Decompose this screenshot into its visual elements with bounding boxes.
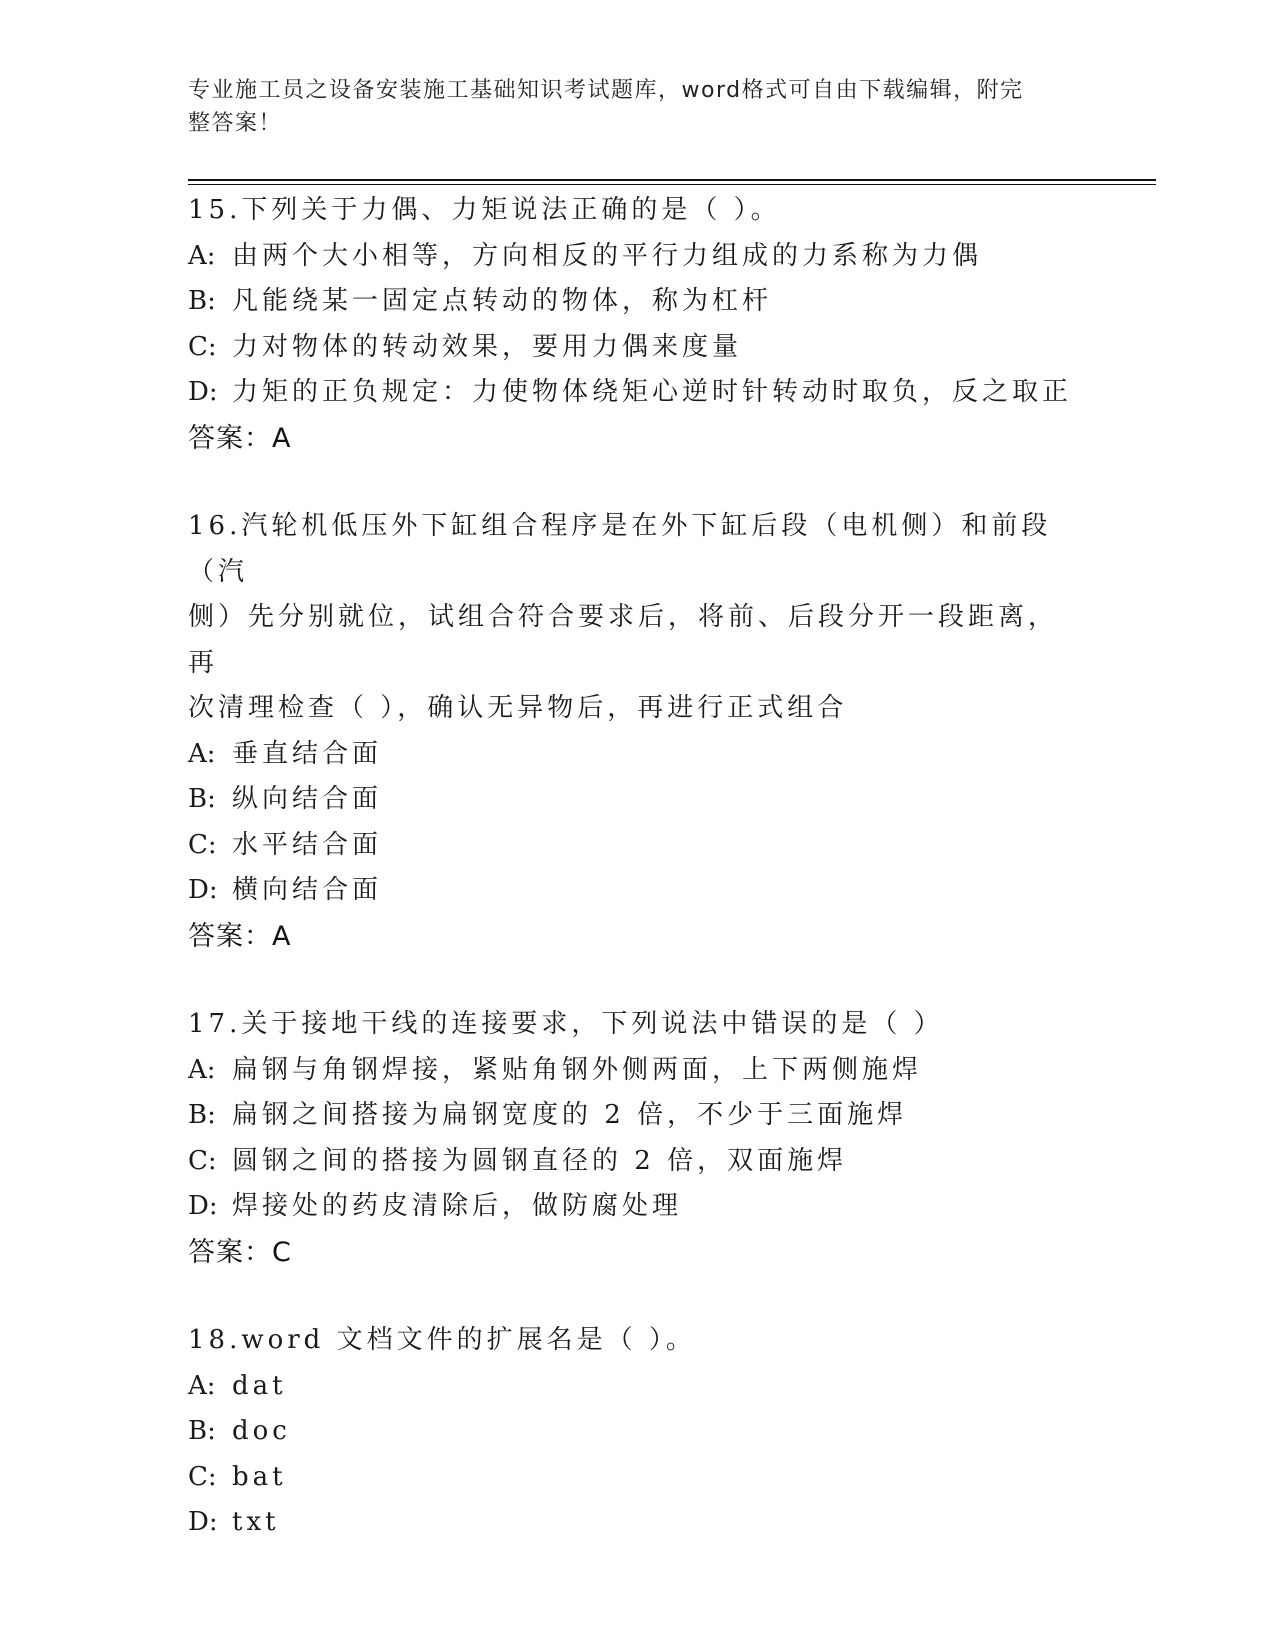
- header-line-2: 整答案！: [188, 111, 283, 136]
- answer-label: 答案：A: [188, 920, 292, 952]
- option-text: dat: [232, 1370, 287, 1401]
- option-d: [188, 868, 1088, 914]
- option-letter: D:: [188, 1191, 218, 1221]
- question-15: [188, 188, 1088, 461]
- question-stem: 侧）先分别就位，试组合符合要求后，将前、后段分开一段距离，再: [188, 602, 1059, 678]
- option-a: [188, 1048, 1088, 1094]
- option-letter: B:: [188, 784, 216, 814]
- option-text: 扁钢之间搭接为扁钢宽度的 2 倍，不少于三面施焊: [232, 1100, 908, 1130]
- question-stem: 次清理检查（ ），确认无异物后，再进行正式组合: [188, 693, 848, 723]
- option-letter: C:: [188, 1461, 217, 1492]
- option-a: [188, 732, 1088, 778]
- option-c: [188, 823, 1088, 869]
- answer-label: 答案：C: [188, 1236, 292, 1268]
- option-text: 圆钢之间的搭接为圆钢直径的 2 倍，双面施焊: [232, 1145, 848, 1176]
- option-b: [188, 279, 1088, 325]
- option-text: bat: [232, 1461, 287, 1492]
- option-letter: A:: [188, 240, 216, 271]
- option-a: [188, 1364, 1088, 1410]
- option-text: 纵向结合面: [232, 784, 383, 814]
- option-c: [188, 325, 1088, 371]
- document-header: [188, 74, 1088, 140]
- option-text: doc: [232, 1416, 291, 1446]
- option-text: 凡能绕某一固定点转动的物体，称为杠杆: [232, 286, 773, 316]
- header-line-1: 专业施工员之设备安装施工基础知识考试题库，word格式可自由下载编辑，附完: [188, 78, 1024, 103]
- option-letter: C:: [188, 829, 217, 860]
- question-17: [188, 1002, 1088, 1275]
- option-text: 水平结合面: [232, 829, 383, 860]
- option-c: [188, 1455, 1088, 1501]
- option-letter: D:: [188, 875, 218, 905]
- option-d: [188, 370, 1088, 416]
- option-text: 垂直结合面: [232, 738, 383, 769]
- option-a: [188, 234, 1088, 280]
- header-rule-thick: [188, 179, 1156, 181]
- option-text: 扁钢与角钢焊接，紧贴角钢外侧两面，上下两侧施焊: [232, 1054, 923, 1085]
- option-letter: C:: [188, 331, 217, 362]
- option-c: [188, 1139, 1088, 1185]
- question-list: [188, 188, 1088, 1589]
- question-18: [188, 1318, 1088, 1546]
- question-stem: 16.汽轮机低压外下缸组合程序是在外下缸后段（电机侧）和前段（汽: [188, 511, 1052, 587]
- option-b: [188, 777, 1088, 823]
- option-letter: B:: [188, 286, 216, 316]
- option-text: 横向结合面: [232, 875, 383, 905]
- option-letter: A:: [188, 738, 216, 769]
- option-letter: C:: [188, 1145, 217, 1176]
- option-d: [188, 1184, 1088, 1230]
- option-b: [188, 1093, 1088, 1139]
- question-stem: 15.下列关于力偶、力矩说法正确的是（ ）。: [188, 195, 781, 225]
- option-b: [188, 1409, 1088, 1455]
- header-rule-thin: [188, 184, 1156, 185]
- option-text: 由两个大小相等，方向相反的平行力组成的力系称为力偶: [232, 240, 983, 271]
- option-letter: B:: [188, 1416, 216, 1446]
- question-stem: 17.关于接地干线的连接要求，下列说法中错误的是（ ）: [188, 1009, 944, 1039]
- option-letter: B:: [188, 1100, 216, 1130]
- question-stem: 18.word 文档文件的扩展名是（ ）。: [188, 1325, 696, 1355]
- question-16: [188, 504, 1088, 959]
- option-text: 焊接处的药皮清除后，做防腐处理: [232, 1191, 683, 1221]
- option-letter: D:: [188, 1507, 218, 1537]
- option-text: 力对物体的转动效果，要用力偶来度量: [232, 331, 743, 362]
- option-d: [188, 1500, 1088, 1546]
- option-letter: A:: [188, 1370, 216, 1401]
- answer-label: 答案：A: [188, 422, 292, 454]
- option-letter: D:: [188, 377, 218, 407]
- option-text: txt: [232, 1507, 280, 1537]
- option-letter: A:: [188, 1054, 216, 1085]
- option-text: 力矩的正负规定：力使物体绕矩心逆时针转动时取负，反之取正: [232, 377, 1073, 407]
